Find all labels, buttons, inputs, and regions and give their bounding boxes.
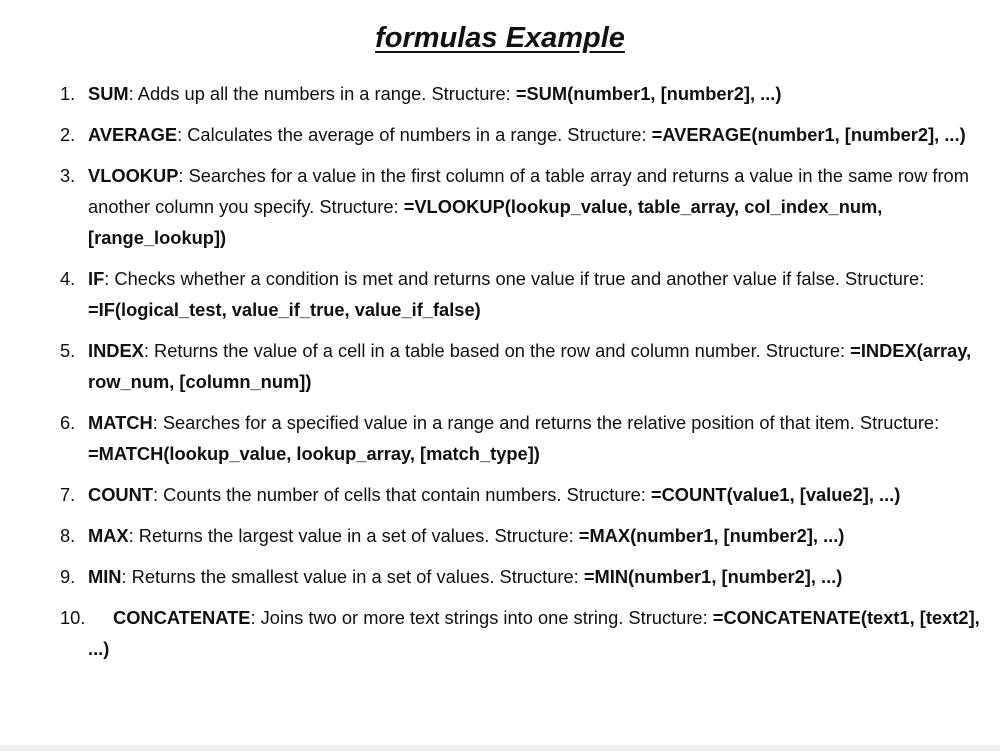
list-item-average	[60, 119, 985, 150]
function-name: MATCH	[88, 412, 153, 433]
function-description: : Returns the largest value in a set of values. Structure:	[128, 525, 579, 546]
function-name: CONCATENATE	[113, 607, 251, 628]
item-number: 10.	[60, 607, 86, 628]
function-description: : Joins two or more text strings into one string. Structure:	[250, 607, 713, 628]
item-number: 1.	[60, 83, 76, 104]
document-title: formulas Example	[375, 22, 625, 54]
function-name: INDEX	[88, 340, 144, 361]
function-description: : Searches for a value in the first column of a table array and returns a value in the same row from another column you specify. Structure:	[88, 165, 969, 217]
function-structure: =CONCATENATE(text1, [text2], ...)	[88, 607, 980, 659]
function-description: : Calculates the average of numbers in a range. Structure:	[177, 124, 652, 145]
function-structure: =MATCH(lookup_value, lookup_array, [match_type])	[88, 443, 540, 464]
function-structure: =MAX(number1, [number2], ...)	[578, 525, 845, 546]
list-item-max	[60, 520, 985, 551]
item-number: 4.	[60, 268, 76, 289]
function-name: VLOOKUP	[88, 165, 179, 186]
function-description: : Adds up all the numbers in a range. Structure:	[128, 83, 516, 104]
function-description: : Checks whether a condition is met and returns one value if true and another value if false. Structure:	[104, 268, 925, 289]
function-description: : Returns the value of a cell in a table based on the row and column number. Structure:	[143, 340, 851, 361]
function-description: : Returns the smallest value in a set of values. Structure:	[121, 566, 584, 587]
function-structure: =MIN(number1, [number2], ...)	[583, 566, 843, 587]
item-number: 9.	[60, 566, 76, 587]
list-item-match	[60, 407, 985, 469]
page-bottom-band	[0, 745, 1000, 751]
function-structure: =SUM(number1, [number2], ...)	[515, 83, 782, 104]
list-item-count	[60, 479, 985, 510]
item-number: 8.	[60, 525, 76, 546]
item-number: 7.	[60, 484, 76, 505]
item-number: 5.	[60, 340, 76, 361]
function-name: AVERAGE	[88, 124, 178, 145]
function-description: : Searches for a specified value in a range and returns the relative position of that item. Structure:	[152, 412, 940, 433]
list-item-if	[60, 263, 985, 325]
list-item-concatenate	[60, 602, 985, 664]
function-structure: =INDEX(array, row_num, [column_num])	[88, 340, 972, 392]
function-structure: =COUNT(value1, [value2], ...)	[650, 484, 901, 505]
function-structure: =VLOOKUP(lookup_value, table_array, col_index_num, [range_lookup])	[88, 196, 883, 248]
function-description: : Counts the number of cells that contain numbers. Structure:	[153, 484, 651, 505]
list-item-sum	[60, 78, 985, 109]
item-number: 3.	[60, 165, 76, 186]
function-name: MAX	[88, 525, 129, 546]
item-number: 2.	[60, 124, 76, 145]
function-name: SUM	[88, 83, 129, 104]
item-number: 6.	[60, 412, 76, 433]
function-name: MIN	[88, 566, 122, 587]
function-structure: =IF(logical_test, value_if_true, value_if_false)	[88, 299, 481, 320]
formula-list	[60, 78, 985, 674]
list-item-index	[60, 335, 985, 397]
list-item-vlookup	[60, 160, 985, 253]
function-structure: =AVERAGE(number1, [number2], ...)	[651, 124, 966, 145]
list-item-min	[60, 561, 985, 592]
function-name: COUNT	[88, 484, 153, 505]
function-name: IF	[88, 268, 105, 289]
